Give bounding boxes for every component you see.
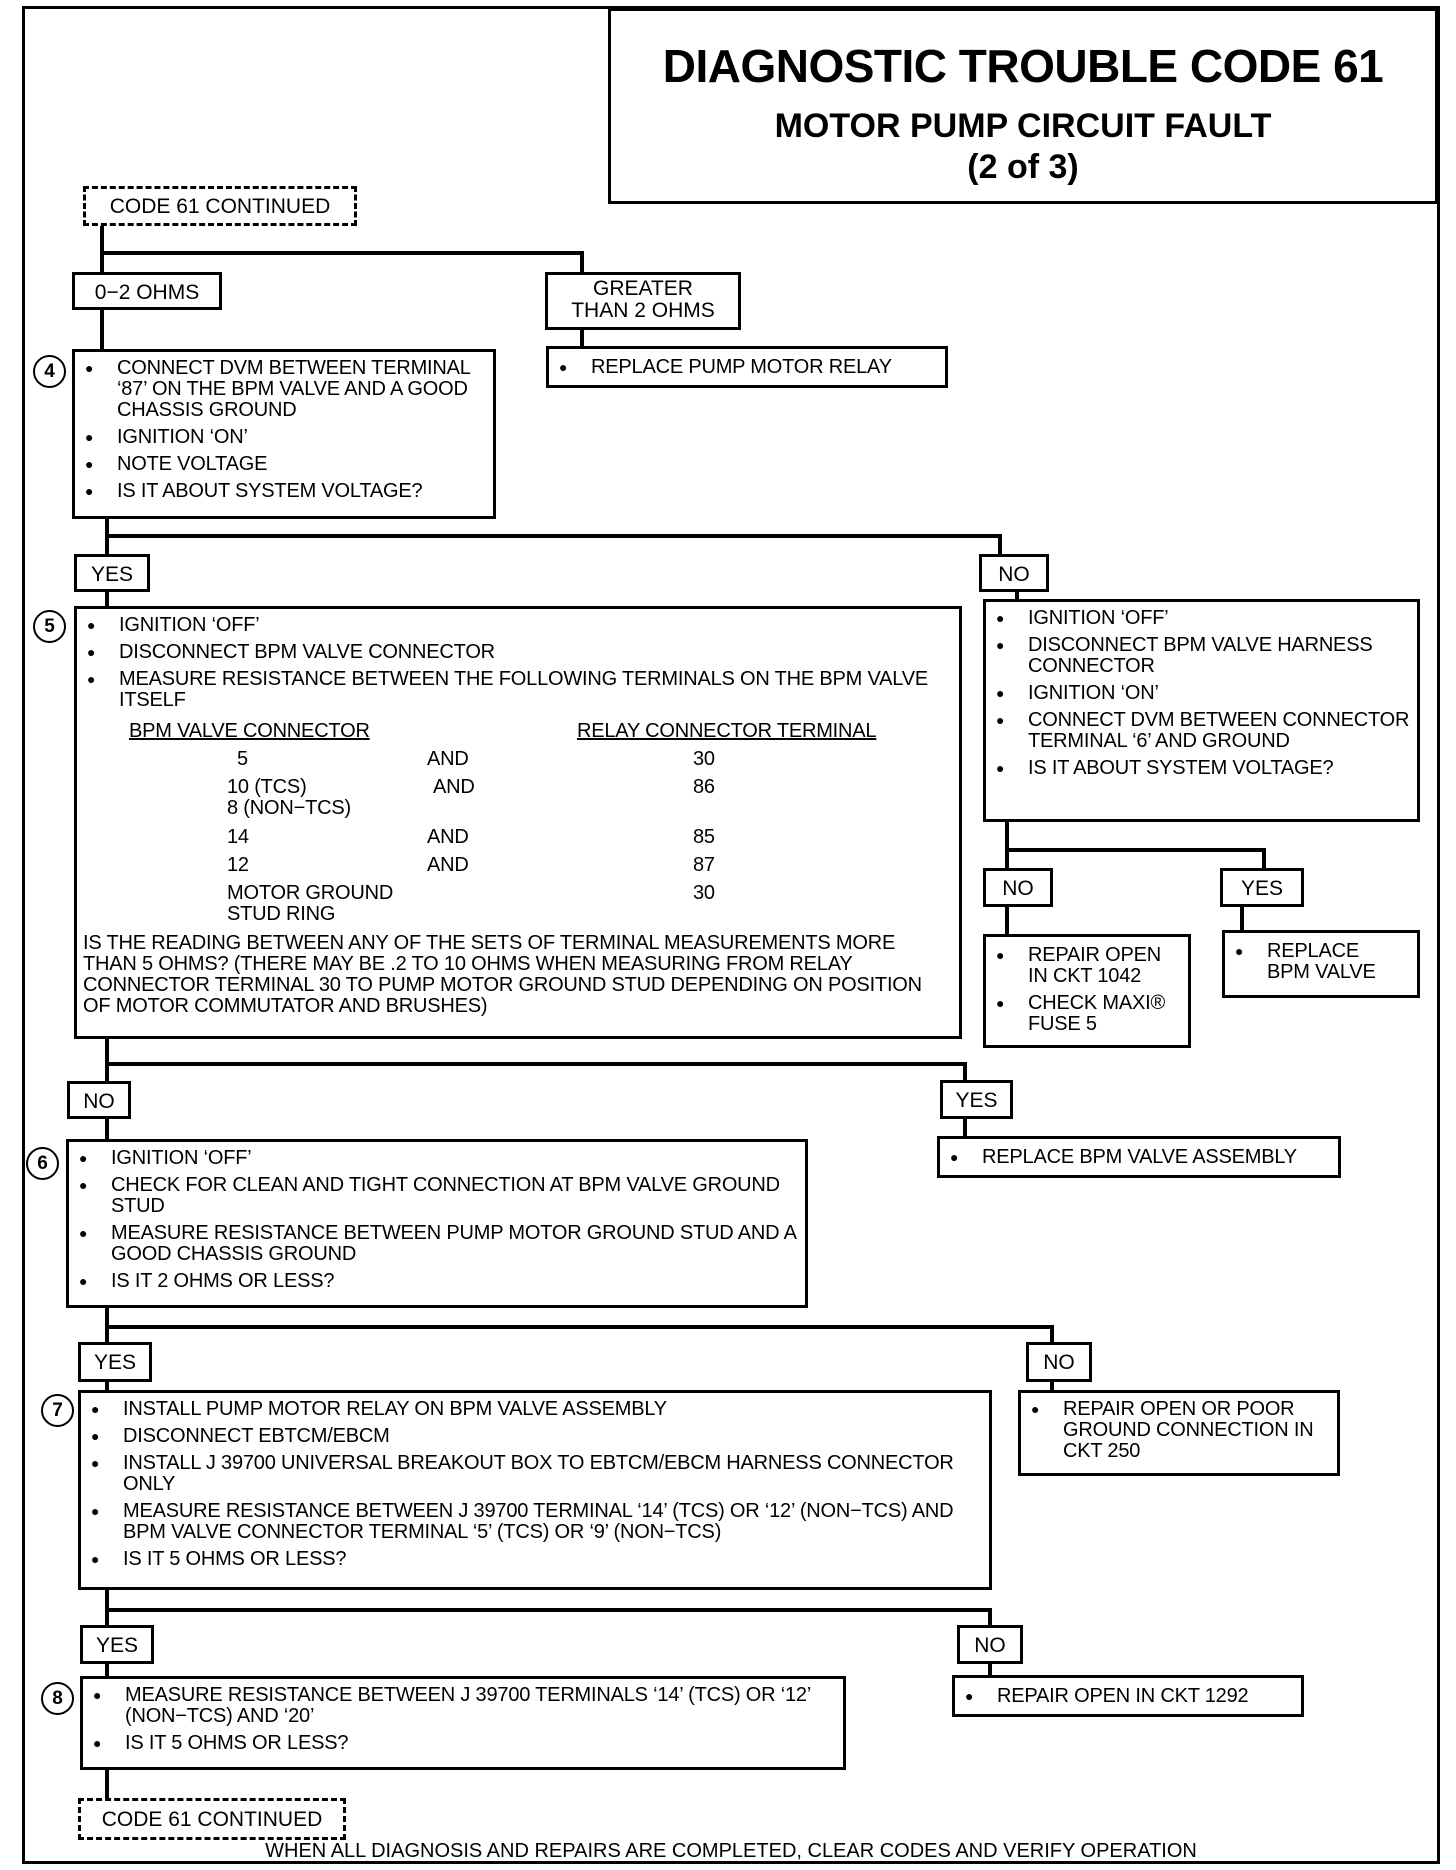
step-item: ● IS IT ABOUT SYSTEM VOLTAGE? xyxy=(986,758,1411,779)
step-number-4: 4 xyxy=(33,355,66,388)
step-item: ● IGNITION ‘OFF’ xyxy=(77,615,937,636)
step-item: ● IGNITION ‘ON’ xyxy=(986,683,1411,704)
answer-label: YES xyxy=(955,1089,998,1112)
step-6-box xyxy=(66,1139,808,1308)
step-number-7: 7 xyxy=(41,1394,74,1427)
step-item: ● CHECK FOR CLEAN AND TIGHT CONNECTION AT BPM VALVE GROUND STUD xyxy=(69,1175,797,1217)
answer-yes xyxy=(78,1342,152,1382)
repair-ckt-250-box xyxy=(1018,1390,1340,1476)
step-item: ● MEASURE RESISTANCE BETWEEN J 39700 TERMINAL ‘14’ (TCS) OR ‘12’ (NON−TCS) AND BPM VALVE CONNECTOR TERMINAL ‘5’ (TCS) OR ‘9’ (NON−TCS) xyxy=(81,1501,981,1543)
answer-label: NO xyxy=(83,1090,115,1113)
action-text: ● REPAIR OPEN IN CKT 1292 xyxy=(955,1686,1301,1707)
continued-label: CODE 61 CONTINUED xyxy=(109,195,331,218)
step-item: ● IGNITION ‘ON’ xyxy=(75,427,485,448)
row-bpm: 5 xyxy=(237,748,248,770)
repair-ckt-1292-box xyxy=(952,1675,1304,1717)
step-item: ● IS IT 5 OHMS OR LESS? xyxy=(81,1549,981,1570)
row-bpm: MOTOR GROUND STUD RING xyxy=(227,882,394,925)
row-and: AND xyxy=(427,854,469,876)
continued-label: CODE 61 CONTINUED xyxy=(101,1808,323,1831)
answer-label: YES xyxy=(1240,877,1284,900)
row-relay: 30 xyxy=(693,882,715,904)
replace-bpm-valve-box xyxy=(1222,930,1420,998)
step-item: ● REPAIR OPEN IN CKT 1042 xyxy=(986,945,1182,987)
step-item: ● IS IT 5 OHMS OR LESS? xyxy=(83,1733,835,1754)
row-and: AND xyxy=(427,826,469,848)
row-bpm: 12 xyxy=(227,854,249,876)
answer-no xyxy=(67,1081,131,1119)
row-and: AND xyxy=(427,748,469,770)
repair-ckt-1042-box xyxy=(983,934,1191,1048)
answer-label: NO xyxy=(1002,877,1034,900)
no-voltage-box xyxy=(983,599,1420,822)
page-subtitle: MOTOR PUMP CIRCUIT FAULT xyxy=(774,107,1272,145)
branch-label: 0−2 OHMS xyxy=(94,281,200,304)
action-text: ● REPAIR OPEN OR POOR GROUND CONNECTION IN CKT 250 xyxy=(1021,1399,1329,1462)
step-item: ● MEASURE RESISTANCE BETWEEN PUMP MOTOR GROUND STUD AND A GOOD CHASSIS GROUND xyxy=(69,1223,797,1265)
page-number: (2 of 3) xyxy=(967,148,1079,186)
code-continued-bottom xyxy=(78,1798,346,1840)
step-number-6: 6 xyxy=(26,1147,59,1180)
action-text: ● REPLACE PUMP MOTOR RELAY xyxy=(549,357,945,378)
row-relay: 87 xyxy=(693,854,715,876)
step-5-question: IS THE READING BETWEEN ANY OF THE SETS OF TERMINAL MEASUREMENTS MORE THAN 5 OHMS? (THERE MAY BE .2 TO 10 OHMS WHEN MEASURING FROM RELAY CONNECTOR TERMINAL 30 TO PUMP MOTOR GROUND STUD DEPENDING ON POSITION OF MOTOR COMMUTATOR AND BRUSHES) xyxy=(83,932,922,1017)
footer-note: WHEN ALL DIAGNOSIS AND REPAIRS ARE COMPLETED, CLEAR CODES AND VERIFY OPERATION xyxy=(265,1840,1197,1862)
answer-label: NO xyxy=(998,563,1030,586)
step-5-box xyxy=(74,606,962,1039)
replace-bpm-valve-assembly-box xyxy=(937,1136,1341,1178)
row-relay: 30 xyxy=(693,748,715,770)
step-item: ● DISCONNECT BPM VALVE CONNECTOR xyxy=(77,642,937,663)
replace-pump-motor-relay-box xyxy=(546,346,948,388)
answer-label: NO xyxy=(974,1634,1006,1657)
step-item: ● IS IT 2 OHMS OR LESS? xyxy=(69,1271,797,1292)
answer-no xyxy=(979,554,1049,592)
step-number-8: 8 xyxy=(41,1682,74,1715)
step-item: ● INSTALL J 39700 UNIVERSAL BREAKOUT BOX TO EBTCM/EBCM HARNESS CONNECTOR ONLY xyxy=(81,1453,981,1495)
answer-label: NO xyxy=(1043,1351,1075,1374)
row-relay: 85 xyxy=(693,826,715,848)
answer-no xyxy=(957,1625,1023,1664)
step-item: ● IGNITION ‘OFF’ xyxy=(69,1148,797,1169)
branch-greater-than-2-ohms xyxy=(545,272,741,330)
answer-yes xyxy=(940,1080,1013,1119)
action-text: ● REPLACE BPM VALVE ASSEMBLY xyxy=(940,1147,1338,1168)
step-8-box xyxy=(80,1676,846,1770)
step-item: ● CHECK MAXI® FUSE 5 xyxy=(986,993,1182,1035)
answer-yes xyxy=(74,554,150,592)
step-item: ● NOTE VOLTAGE xyxy=(75,454,485,475)
step-7-box xyxy=(78,1390,992,1590)
step-item: ● INSTALL PUMP MOTOR RELAY ON BPM VALVE ASSEMBLY xyxy=(81,1399,981,1420)
step-item: ● CONNECT DVM BETWEEN CONNECTOR TERMINAL ‘6’ AND GROUND xyxy=(986,710,1411,752)
step-item: ● DISCONNECT BPM VALVE HARNESS CONNECTOR xyxy=(986,635,1411,677)
row-and: AND xyxy=(433,776,475,798)
step-item: ● MEASURE RESISTANCE BETWEEN J 39700 TERMINALS ‘14’ (TCS) OR ‘12’ (NON−TCS) AND ‘20’ xyxy=(83,1685,835,1727)
step-item: ● DISCONNECT EBTCM/EBCM xyxy=(81,1426,981,1447)
step-4-box xyxy=(72,349,496,519)
answer-label: YES xyxy=(95,1634,139,1657)
answer-label: YES xyxy=(90,563,134,586)
branch-0-2-ohms xyxy=(72,272,222,310)
step-item: ● IGNITION ‘OFF’ xyxy=(986,608,1411,629)
col-header-relay: RELAY CONNECTOR TERMINAL xyxy=(577,720,877,742)
step-number-5: 5 xyxy=(33,610,66,643)
step-item: ● CONNECT DVM BETWEEN TERMINAL ‘87’ ON THE BPM VALVE AND A GOOD CHASSIS GROUND xyxy=(75,358,485,421)
row-relay: 86 xyxy=(693,776,715,798)
answer-no xyxy=(1026,1342,1092,1382)
answer-no xyxy=(983,868,1053,907)
col-header-bpm: BPM VALVE CONNECTOR xyxy=(129,720,370,742)
step-item: ● MEASURE RESISTANCE BETWEEN THE FOLLOWING TERMINALS ON THE BPM VALVE ITSELF xyxy=(77,669,937,711)
header-box xyxy=(608,8,1438,204)
page-title: DIAGNOSTIC TROUBLE CODE 61 xyxy=(662,40,1384,92)
answer-label: YES xyxy=(93,1351,137,1374)
row-bpm: 10 (TCS) 8 (NON−TCS) xyxy=(227,776,351,819)
answer-yes xyxy=(80,1625,154,1664)
branch-label: GREATER THAN 2 OHMS xyxy=(571,277,715,322)
code-continued-top xyxy=(83,186,357,226)
step-item: ● IS IT ABOUT SYSTEM VOLTAGE? xyxy=(75,481,485,502)
action-text: ● REPLACE BPM VALVE xyxy=(1225,941,1411,983)
answer-yes xyxy=(1220,868,1304,907)
row-bpm: 14 xyxy=(227,826,249,848)
